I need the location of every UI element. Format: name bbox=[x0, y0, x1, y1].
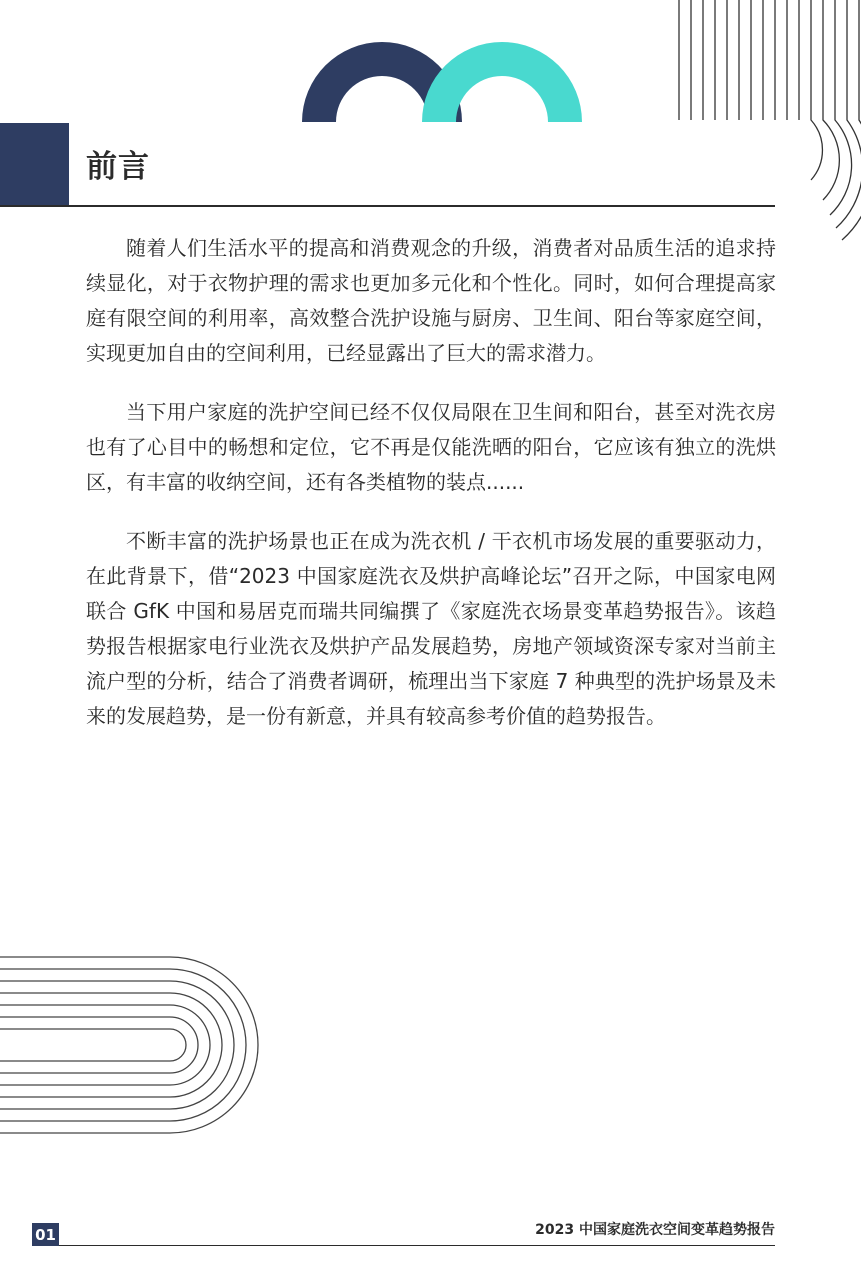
page-number-badge: 01 bbox=[32, 1223, 59, 1246]
bottom-left-lines-decoration bbox=[0, 945, 280, 1145]
page-title: 前言 bbox=[86, 149, 150, 185]
footer-report-title: 2023 中国家庭洗衣空间变革趋势报告 bbox=[535, 1222, 775, 1238]
preface-content bbox=[86, 231, 776, 758]
paragraph-2: 当下用户家庭的洗护空间已经不仅仅局限在卫生间和阳台，甚至对洗衣房也有了心目中的畅想和定位，它不再是仅能洗晒的阳台，它应该有独立的洗烘区，有丰富的收纳空间，还有各类植物的装点...... bbox=[86, 400, 776, 494]
footer-divider bbox=[59, 1245, 775, 1246]
paragraph-1: 随着人们生活水平的提高和消费观念的升级，消费者对品质生活的追求持续显化，对于衣物护理的需求也更加多元化和个性化。同时，如何合理提高家庭有限空间的利用率，高效整合洗护设施与厨房、卫生间、阳台等家庭空间，实现更加自由的空间利用，已经显露出了巨大的需求潜力。 bbox=[86, 236, 776, 365]
title-divider bbox=[0, 205, 775, 207]
top-arches-decoration bbox=[290, 0, 590, 125]
top-right-lines-decoration bbox=[660, 0, 861, 245]
paragraph-3: 不断丰富的洗护场景也正在成为洗衣机 / 干衣机市场发展的重要驱动力，在此背景下，借“2023 中国家庭洗衣及烘护高峰论坛”召开之际，中国家电网联合 GfK 中国和易居克而瑞共同编撰了《家庭洗衣场景变革趋势报告》。该趋势报告根据家电行业洗衣及烘护产品发展趋势，房地产领域资深专家对当前主流户型的分析，结合了消费者调研，梳理出当下家庭 7 种典型的洗护场景及未来的发展趋势，是一份有新意，并具有较高参考价值的趋势报告。 bbox=[86, 529, 776, 728]
header-accent-block bbox=[0, 123, 69, 206]
teal-arch bbox=[422, 42, 582, 122]
